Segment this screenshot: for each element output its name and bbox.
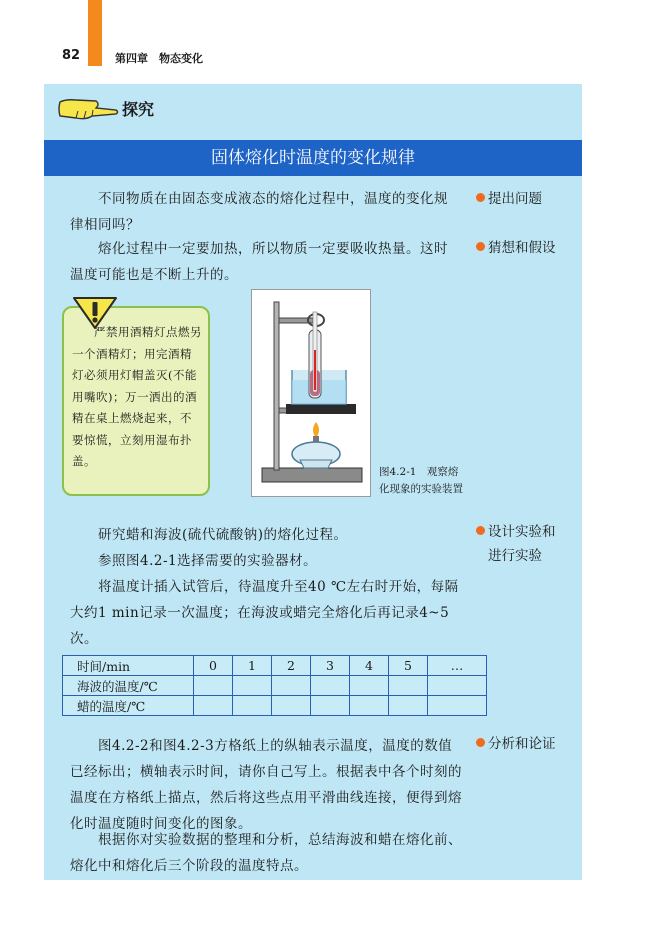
chapter-title: 第四章 物态变化 (115, 52, 203, 65)
sidebar-item-design-experiment: 设计实验和 进行实验 (476, 520, 556, 568)
explore-label: 探究 (122, 100, 155, 119)
intro-paragraph-1: 不同物质在由固态变成液态的熔化过程中，温度的变化规律相同吗？ (70, 191, 448, 233)
safety-warning-text: 严禁用酒精灯点燃另一个酒精灯；用完酒精灯必须用灯帽盖灭(不能用嘴吹)；万一洒出的酒精在桌上燃烧起来，不要惊慌，立刻用湿布扑盖。 (72, 325, 202, 468)
table-row (63, 676, 487, 696)
table-cell (428, 676, 487, 696)
table-cell (233, 696, 272, 716)
apparatus-illustration (252, 290, 370, 496)
table-cell (428, 696, 487, 716)
header-accent-bar (88, 0, 102, 66)
bullet-dot (476, 738, 485, 747)
time-cell: 4 (350, 656, 389, 676)
time-cell: 5 (389, 656, 428, 676)
section-title: 固体熔化时温度的变化规律 (44, 140, 582, 176)
figure-caption-line-1: 图4.2-1 观察熔 (379, 466, 459, 478)
table-cell (194, 676, 233, 696)
experiment-paragraph-1: 研究蜡和海波(硫代硫酸钠)的熔化过程。 (98, 527, 348, 543)
experiment-paragraph-2: 参照图4.2-1选择需要的实验器材。 (98, 553, 318, 569)
pointing-hand-icon (56, 94, 120, 124)
time-cell: 2 (272, 656, 311, 676)
figure-caption (379, 464, 463, 498)
bullet-dot (476, 526, 485, 535)
sidebar-item-analysis: 分析和论证 (476, 732, 556, 756)
table-cell (272, 696, 311, 716)
row-label-hypo: 海波的温度/℃ (63, 676, 194, 696)
row-label-wax: 蜡的温度/℃ (63, 696, 194, 716)
analysis-paragraph-1: 图4.2-2和图4.2-3方格纸上的纵轴表示温度，温度的数值已经标出；横轴表示时间，请你自己写上。根据表中各个时刻的温度在方格纸上描点，然后将这些点用平滑曲线连接，便得到熔化时温度随时间变化的图象。 (70, 738, 462, 832)
sidebar-item-ask-question: 提出问题 (476, 187, 542, 211)
table-cell (194, 696, 233, 716)
table-header-time: 时间/min (63, 656, 194, 676)
table-cell (311, 676, 350, 696)
table-cell (350, 676, 389, 696)
time-cell: … (428, 656, 487, 676)
melting-apparatus-figure (251, 289, 371, 497)
figure-caption-line-2: 化现象的实验装置 (379, 483, 463, 495)
time-cell: 1 (233, 656, 272, 676)
bullet-dot (476, 242, 485, 251)
time-cell: 3 (311, 656, 350, 676)
table-cell (233, 676, 272, 696)
table-cell (389, 676, 428, 696)
temperature-record-table (62, 655, 487, 716)
table-cell (350, 696, 389, 716)
bullet-dot (476, 193, 485, 202)
table-row (63, 656, 487, 676)
table-cell (311, 696, 350, 716)
analysis-paragraph-2: 根据你对实验数据的整理和分析，总结海波和蜡在熔化前、熔化中和熔化后三个阶段的温度特点。 (70, 832, 462, 874)
page-number: 82 (62, 48, 81, 63)
time-cell: 0 (194, 656, 233, 676)
table-row (63, 696, 487, 716)
table-cell (272, 676, 311, 696)
sidebar-item-hypothesis: 猜想和假设 (476, 236, 556, 260)
experiment-paragraph-3: 将温度计插入试管后，待温度升至40 ℃左右时开始，每隔大约1 min记录一次温度；在海波或蜡完全熔化后再记录4~5次。 (70, 579, 459, 647)
table-cell (389, 696, 428, 716)
intro-paragraph-2: 熔化过程中一定要加热，所以物质一定要吸收热量。这时温度可能也是不断上升的。 (70, 241, 448, 283)
